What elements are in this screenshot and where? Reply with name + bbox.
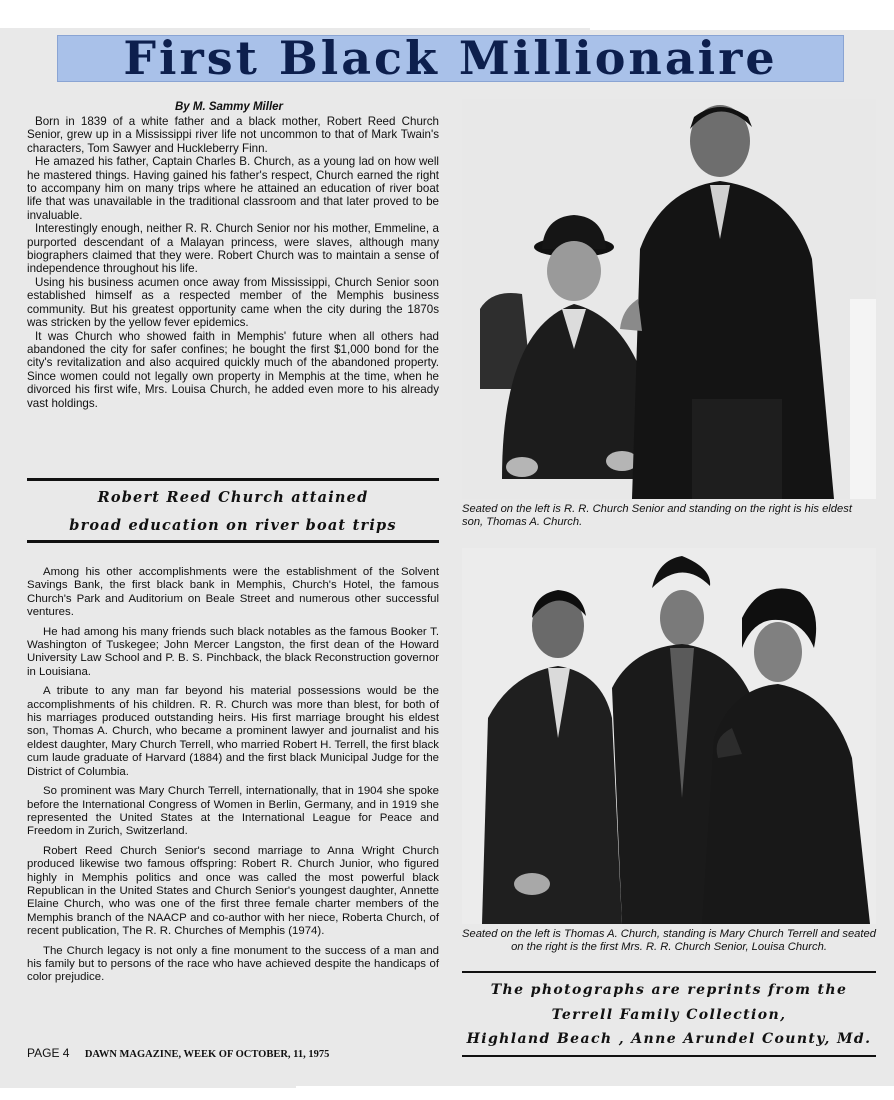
paragraph: So prominent was Mary Church Terrell, internationally, that in 1904 she spoke before the International Congress of Women in Berlin, Germany, and in 1919 she represented the United States at the International League for Peace and Freedom in Zurich, Switzerland. xyxy=(27,785,439,838)
paragraph: He had among his many friends such black notables as the famous Booker T. Washington of Tuskegee; John Mercer Langston, the first dean of the Howard University Law School and P. B. S. Pinchback, the black Reconstruction governor in Louisiana. xyxy=(27,625,439,678)
paragraph: The Church legacy is not only a fine monument to the success of a man and his family but to persons of the race who have achieved despite the handicaps of color prejudice. xyxy=(27,944,439,984)
divider-rule xyxy=(462,971,876,973)
pull-quote xyxy=(27,484,439,540)
pull-quote-line: broad education on river boat trips xyxy=(69,517,397,534)
photo-caption: Seated on the left is R. R. Church Senior and standing on the right is his eldest son, Thomas A. Church. xyxy=(462,503,852,528)
publication-line: DAWN MAGAZINE, WEEK OF OCTOBER, 11, 1975 xyxy=(84,1049,330,1060)
divider-rule xyxy=(462,1055,876,1057)
article-column-top xyxy=(27,115,439,410)
paragraph: Robert Reed Church Senior's second marriage to Anna Wright Church produced likewise two famous offspring: Robert R. Church Junior, who figured highly in Memphis politics and once was called the most powerful black Republican in the United States and Church Senior's youngest daughter, Annette Elaine Church, who was one of the first three female charter members of the Memphis branch of the NAACP and co-author with her niece, Roberta Church, of recent publication, The R. R. Churches of Memphis (1974). xyxy=(27,844,439,938)
page-number: PAGE 4 xyxy=(27,1046,70,1060)
byline: By M. Sammy Miller xyxy=(175,101,284,113)
paragraph: A tribute to any man far beyond his material possessions would be the accomplishments of his children. R. R. Church was more than blest, for both of his marriages produced outstanding heirs. His first marriage brought his eldest son, Thomas A. Church, who became a prominent lawyer and journalist and his eldest daughter, Mary Church Terrell, who married Robert H. Terrell, the first black cum laude graduate of Harvard (1884) and the first black Municipal Judge for the District of Columbia. xyxy=(27,685,439,778)
divider-rule xyxy=(27,540,439,543)
article-column-bottom xyxy=(27,566,439,991)
headline-banner xyxy=(57,31,844,85)
paragraph: Born in 1839 of a white father and a black mother, Robert Reed Church Senior, grew up in a Mississippi river life not uncommon to that of Mark Twain's characters, Tom Sawyer and Huckleberry Finn. xyxy=(27,115,439,155)
page-margin-bottom xyxy=(296,1086,894,1100)
paragraph: He amazed his father, Captain Charles B. Church, as a young lad on how well he mastered things. Having gained his father's respect, Church earned the right to accompany him on many trips where he attained an education of river boat life that was unavailable in the traditional classroom and that later proved to be invaluable. xyxy=(27,155,439,222)
credit-line: Terrell Family Collection, xyxy=(551,1006,787,1023)
credit-line: Highland Beach , Anne Arundel County, Md. xyxy=(466,1031,872,1047)
photo-illustration xyxy=(462,548,876,924)
paragraph: It was Church who showed faith in Memphis' future when all others had abandoned the city for safer confines; he bought the first $1,000 bond for the city's revitalization and also acquired quickly much of the abandoned property. Since women could not legally own property in Memphis at the time, when he divorced his first wife, Mrs. Louisa Church, he added even more to his already vast holdings. xyxy=(27,329,439,410)
photo-church-family xyxy=(462,548,876,924)
page-margin xyxy=(590,0,894,30)
paragraph: Using his business acumen once away from Mississippi, Church Senior soon established himself as a respected member of the Memphis business community. But his greatest opportunity came when the city during the 1870s was stricken by the yellow fever epidemics. xyxy=(27,275,439,330)
page-title: First Black Millionaire xyxy=(123,31,778,85)
credit-line: The photographs are reprints from the xyxy=(490,982,848,998)
paragraph: Among his other accomplishments were the establishment of the Solvent Savings Bank, the first black bank in Memphis, Church's Hotel, the famous Church's Park and Auditorium on Beale Street and numerous other successful ventures. xyxy=(27,566,439,619)
photo-illustration xyxy=(462,99,876,499)
paragraph: Interestingly enough, neither R. R. Church Senior nor his mother, Emmeline, a purported descendant of a Malayan princess, were slaves, although many biographers claimed that they were. Robert Church was to maintain a sense of independence throughout his life. xyxy=(27,222,439,276)
photo-caption: Seated on the left is Thomas A. Church, standing is Mary Church Terrell and seated on the right is the first Mrs. R. R. Church Senior, Louisa Church. xyxy=(462,928,876,953)
pull-quote-line: Robert Reed Church attained xyxy=(97,489,369,506)
page-footer xyxy=(27,1046,329,1060)
photo-church-senior-and-son xyxy=(462,99,876,499)
photo-credit xyxy=(462,978,876,1052)
divider-rule xyxy=(27,478,439,481)
